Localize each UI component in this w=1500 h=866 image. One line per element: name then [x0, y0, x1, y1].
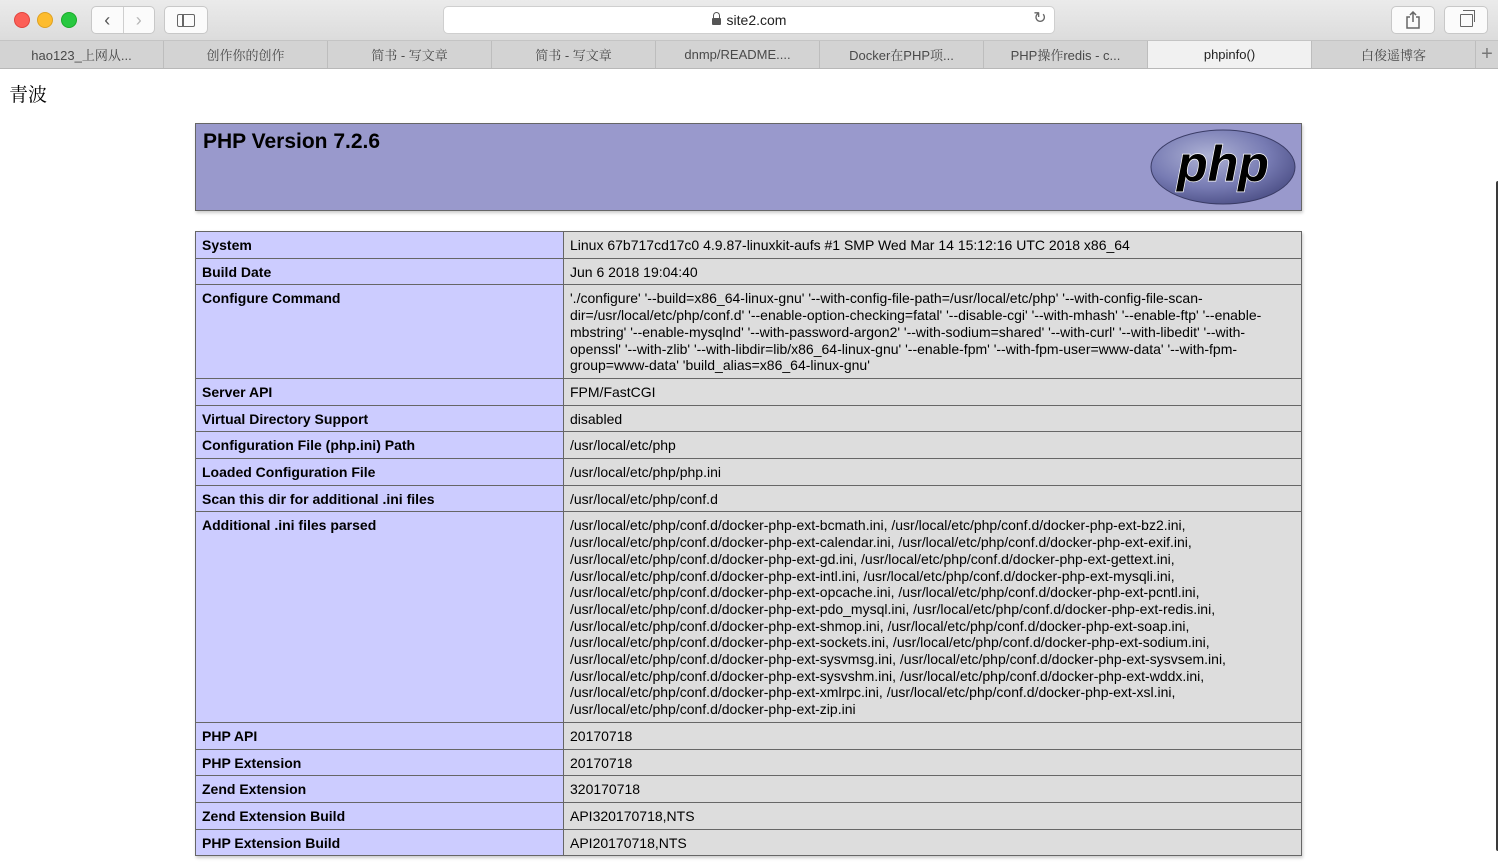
- row-key: PHP API: [196, 722, 564, 749]
- row-value: /usr/local/etc/php/php.ini: [564, 459, 1302, 486]
- row-key: Additional .ini files parsed: [196, 512, 564, 722]
- table-row: [196, 459, 1302, 486]
- row-value: [564, 285, 1302, 379]
- table-row: [196, 512, 1302, 722]
- row-value-line: /usr/local/etc/php/conf.d/docker-php-ext-sysvshm.ini, /usr/local/etc/php/conf.d/docker-php-ext-wddx.ini,: [570, 667, 1205, 684]
- row-key: PHP Extension Build: [196, 829, 564, 856]
- share-icon: [1406, 11, 1420, 29]
- row-key: Scan this dir for additional .ini files: [196, 485, 564, 512]
- row-value: FPM/FastCGI: [564, 378, 1302, 405]
- row-value-line: group=www-data' 'build_alias=x86_64-linux-gnu': [570, 357, 870, 374]
- row-value: 20170718: [564, 722, 1302, 749]
- row-value: Linux 67b717cd17c0 4.9.87-linuxkit-aufs #1 SMP Wed Mar 14 15:12:16 UTC 2018 x86_64: [564, 232, 1302, 259]
- browser-tab[interactable]: Docker在PHP项...: [820, 41, 984, 68]
- table-row: [196, 802, 1302, 829]
- chevron-left-icon: ‹: [104, 10, 111, 30]
- address-bar[interactable]: [443, 6, 1055, 34]
- table-row: [196, 432, 1302, 459]
- row-key: System: [196, 232, 564, 259]
- table-row: [196, 285, 1302, 379]
- reload-icon[interactable]: ↻: [1033, 10, 1047, 27]
- row-value-line: './configure' '--build=x86_64-linux-gnu' '--with-config-file-path=/usr/local/etc/php' '--with-config-file-scan-: [570, 290, 1203, 307]
- tab-overview-icon: [1460, 14, 1473, 27]
- row-value: disabled: [564, 405, 1302, 432]
- browser-tab[interactable]: 简书 - 写文章: [492, 41, 656, 68]
- php-logo: [1150, 129, 1296, 205]
- row-value-line: mbstring' '--enable-mysqlnd' '--with-password-argon2' '--with-sodium=shared' '--with-curl' '--with-libedit' '--with-: [570, 323, 1246, 340]
- row-value-line: /usr/local/etc/php/conf.d/docker-php-ext-opcache.ini, /usr/local/etc/php/conf.d/docker-php-ext-pcntl.ini,: [570, 584, 1200, 601]
- row-value: [564, 512, 1302, 722]
- browser-tab[interactable]: phpinfo(): [1148, 41, 1312, 68]
- row-key: Zend Extension: [196, 776, 564, 803]
- row-key: Configure Command: [196, 285, 564, 379]
- tab-bar: [0, 41, 1498, 69]
- phpinfo-table: [195, 231, 1302, 856]
- minimize-window-button[interactable]: [37, 12, 53, 28]
- url-text: site2.com: [726, 12, 787, 28]
- row-key: Zend Extension Build: [196, 802, 564, 829]
- row-value: /usr/local/etc/php: [564, 432, 1302, 459]
- table-row: [196, 378, 1302, 405]
- row-key: PHP Extension: [196, 749, 564, 776]
- row-value: API20170718,NTS: [564, 829, 1302, 856]
- row-value-line: /usr/local/etc/php/conf.d/docker-php-ext-sysvmsg.ini, /usr/local/etc/php/conf.d/docker-php-ext-sysvsem.ini,: [570, 651, 1226, 668]
- back-button[interactable]: [92, 7, 124, 33]
- lock-icon: [712, 18, 721, 25]
- table-row: [196, 776, 1302, 803]
- table-row: [196, 405, 1302, 432]
- greeting-text: 青波: [9, 84, 48, 106]
- row-value: 20170718: [564, 749, 1302, 776]
- browser-tab[interactable]: hao123_上网从...: [0, 41, 164, 68]
- row-value-line: /usr/local/etc/php/conf.d/docker-php-ext-calendar.ini, /usr/local/etc/php/conf.d/docker-php-ext-exif.ini,: [570, 534, 1192, 551]
- row-value-line: /usr/local/etc/php/conf.d/docker-php-ext-intl.ini, /usr/local/etc/php/conf.d/docker-php-ext-mysqli.ini,: [570, 567, 1175, 584]
- php-logo-text: php: [1177, 136, 1269, 192]
- browser-toolbar: [0, 0, 1498, 41]
- row-value-line: openssl' '--with-zlib' '--with-libdir=lib/x86_64-linux-gnu' '--enable-fpm' '--with-fpm-user=www-data' '--with-fpm-: [570, 340, 1238, 357]
- table-row: [196, 258, 1302, 285]
- row-value-line: /usr/local/etc/php/conf.d/docker-php-ext-pdo_mysql.ini, /usr/local/etc/php/conf.d/docker-php-ext-redis.ini,: [570, 600, 1216, 617]
- row-value-line: /usr/local/etc/php/conf.d/docker-php-ext-shmop.ini, /usr/local/etc/php/conf.d/docker-php-ext-soap.ini,: [570, 617, 1190, 634]
- browser-tab[interactable]: 白俊遥博客: [1312, 41, 1476, 68]
- php-version-header: [195, 123, 1302, 211]
- chevron-right-icon: ›: [135, 10, 142, 30]
- php-version-title: PHP Version 7.2.6: [203, 130, 381, 153]
- page-scrollbar[interactable]: [1496, 181, 1498, 851]
- share-button[interactable]: [1391, 6, 1435, 34]
- row-key: Build Date: [196, 258, 564, 285]
- row-value: 320170718: [564, 776, 1302, 803]
- page-content: [0, 69, 1498, 866]
- table-row: [196, 232, 1302, 259]
- table-row: [196, 829, 1302, 856]
- zoom-window-button[interactable]: [61, 12, 77, 28]
- browser-tab[interactable]: 创作你的创作: [164, 41, 328, 68]
- browser-tab[interactable]: 简书 - 写文章: [328, 41, 492, 68]
- tab-overview-button[interactable]: [1444, 6, 1488, 34]
- row-value-line: /usr/local/etc/php/conf.d/docker-php-ext-xmlrpc.ini, /usr/local/etc/php/conf.d/docker-php-ext-xsl.ini,: [570, 684, 1176, 701]
- new-tab-button[interactable]: +: [1481, 43, 1493, 65]
- row-key: Loaded Configuration File: [196, 459, 564, 486]
- row-value-line: /usr/local/etc/php/conf.d/docker-php-ext-gd.ini, /usr/local/etc/php/conf.d/docker-php-ext-gettext.ini,: [570, 550, 1175, 567]
- row-value: /usr/local/etc/php/conf.d: [564, 485, 1302, 512]
- row-value-line: dir=/usr/local/etc/php/conf.d' '--enable-option-checking=fatal' '--disable-cgi' '--with-mhash' '--enable-ftp' '--enable-: [570, 307, 1262, 324]
- show-sidebar-button[interactable]: [164, 6, 208, 34]
- row-value-line: /usr/local/etc/php/conf.d/docker-php-ext-bcmath.ini, /usr/local/etc/php/conf.d/docker-php-ext-bz2.ini,: [570, 517, 1186, 534]
- table-row: [196, 749, 1302, 776]
- row-key: Virtual Directory Support: [196, 405, 564, 432]
- table-row: [196, 722, 1302, 749]
- forward-button[interactable]: [124, 7, 155, 33]
- row-value-line: /usr/local/etc/php/conf.d/docker-php-ext-sockets.ini, /usr/local/etc/php/conf.d/docker-php-ext-sodium.ini,: [570, 634, 1210, 651]
- sidebar-icon: [177, 14, 195, 27]
- browser-tab[interactable]: dnmp/README....: [656, 41, 820, 68]
- row-value: API320170718,NTS: [564, 802, 1302, 829]
- navigation-buttons: [91, 6, 155, 34]
- row-key: Server API: [196, 378, 564, 405]
- browser-tab[interactable]: PHP操作redis - c...: [984, 41, 1148, 68]
- row-value-line: /usr/local/etc/php/conf.d/docker-php-ext-zip.ini: [570, 701, 856, 718]
- row-key: Configuration File (php.ini) Path: [196, 432, 564, 459]
- table-row: [196, 485, 1302, 512]
- row-value: Jun 6 2018 19:04:40: [564, 258, 1302, 285]
- close-window-button[interactable]: [14, 12, 30, 28]
